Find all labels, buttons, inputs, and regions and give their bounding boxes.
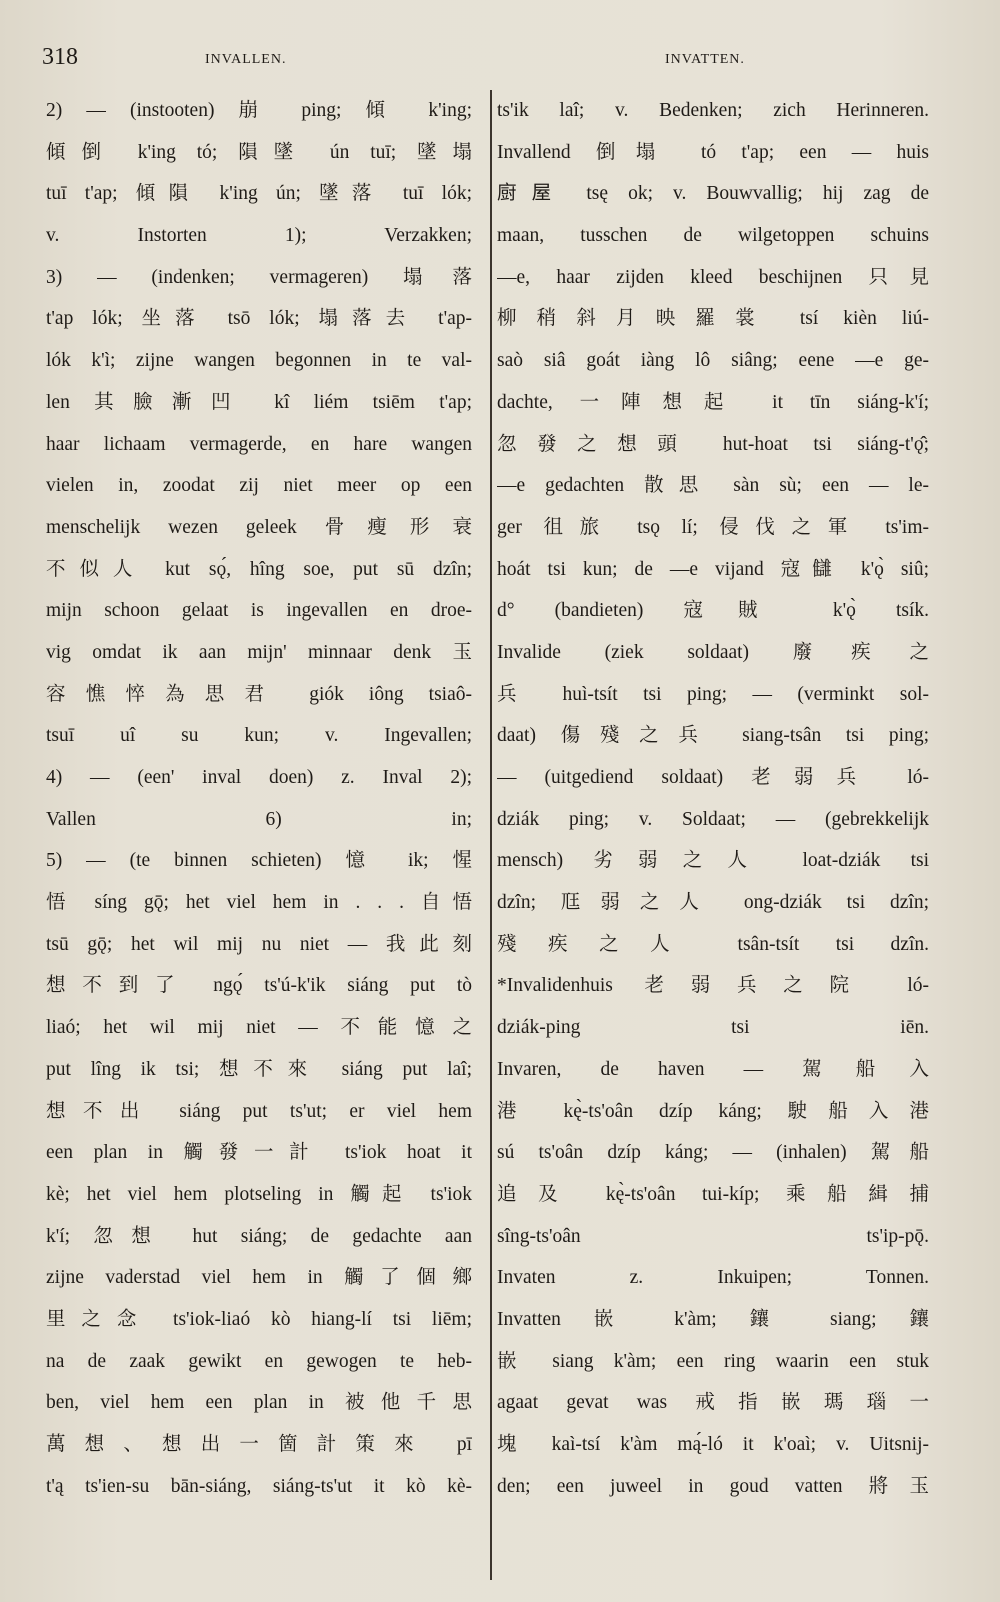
right-running-head: INVATTEN. — [665, 52, 745, 67]
text-line: 𢊍屋 tsę ok; v. Bouwvallig; hij zag de — [497, 183, 929, 205]
text-line: 傾倒 k'ing tó; 隕墜 ún tuī; 墜塌 — [46, 141, 472, 163]
text-line: 想不到了 ngǫ́ ts'ú-k'ik siáng put tò — [46, 975, 472, 997]
text-line: tsū gǭ; het wil mij nu niet — 我此刻 — [46, 933, 472, 955]
text-line: len 其臉漸凹 kî liém tsiēm t'ap; — [46, 391, 472, 413]
text-line: v. Instorten 1); Verzakken; — [46, 225, 472, 247]
text-line: 柳稍斜月映羅裳 tsí kièn liú- — [497, 308, 929, 330]
text-line: Invallend 倒塌 tó t'ap; een — huis — [497, 141, 929, 163]
text-line: d° (bandieten) 寇賊 k'ǫ̀ tsík. — [497, 600, 929, 622]
right-column — [497, 90, 929, 1507]
text-line: Invatten 嵌 k'àm; 鑲 siang; 鑲 — [497, 1308, 929, 1330]
text-line: t'ap lók; 坐落 tsō lók; 塌落去 t'ap- — [46, 308, 472, 330]
page-header — [0, 44, 1000, 84]
text-line: Invaten z. Inkuipen; Tonnen. — [497, 1267, 929, 1289]
text-line: —e, haar zijden kleed beschijnen 只見 — [497, 266, 929, 288]
text-line: sú ts'oân dzíp káng; — (inhalen) 駕船 — [497, 1142, 929, 1164]
text-line: een plan in 觸發一計 ts'iok hoat it — [46, 1142, 472, 1164]
text-line: 港 kę̀-ts'oân dzíp káng; 駛船入港 — [497, 1100, 929, 1122]
text-line: 忽發之想頭 hut-hoat tsi siáng-t'ǫ̂; — [497, 433, 929, 455]
text-line: daat) 傷殘之兵 siang-tsân tsi ping; — [497, 725, 929, 747]
left-column — [46, 90, 472, 1507]
text-line: 追及 kę̀-ts'oân tui-kíp; 乘船緝捕 — [497, 1183, 929, 1205]
text-line: ben, viel hem een plan in 被他千思 — [46, 1392, 472, 1414]
text-line: haar lichaam vermagerde, en hare wangen — [46, 433, 472, 455]
text-line: mijn schoon gelaat is ingevallen en droe- — [46, 600, 472, 622]
text-line: k'í; 忽想 hut siáng; de gedachte aan — [46, 1225, 472, 1247]
text-line: 兵 huì-tsít tsi ping; — (verminkt sol- — [497, 683, 929, 705]
text-line: —e gedachten 散思 sàn sù; een — le- — [497, 475, 929, 497]
text-line: 里之念 ts'iok-liaó kò hiang-lí tsi liēm; — [46, 1308, 472, 1330]
text-line: liaó; het wil mij niet — 不能憶之 — [46, 1017, 472, 1039]
text-line: mensch) 劣弱之人 loat-dziák tsi — [497, 850, 929, 872]
left-running-head: INVALLEN. — [205, 52, 287, 67]
column-divider — [490, 90, 492, 1580]
text-line: 萬想、想出一箇計策來 pī — [46, 1434, 472, 1455]
text-line: 想不出 siáng put ts'ut; er viel hem — [46, 1100, 472, 1122]
text-line: ger 徂旅 tsǫ lí; 侵伐之軍 ts'im- — [497, 516, 929, 538]
text-line: Vallen 6) in; — [46, 808, 472, 830]
text-line: t'ą ts'ien-su bān-siáng, siáng-ts'ut it kò kè- — [46, 1475, 472, 1497]
text-line: tuī t'ap; 傾隕 k'ing ún; 墜落 tuī lók; — [46, 183, 472, 205]
text-line: saò siâ goát iàng lô siâng; eene —e ge- — [497, 350, 929, 372]
text-line: den; een juweel in goud vatten 將玉 — [497, 1475, 929, 1497]
text-line: na de zaak gewikt en gewogen te heb- — [46, 1350, 472, 1372]
text-line: maan, tusschen de wilgetoppen schuins — [497, 225, 929, 247]
text-line: 殘疾之人 tsân-tsít tsi dzîn. — [497, 933, 929, 955]
text-line: dziák ping; v. Soldaat; — (gebrekkelijk — [497, 808, 929, 830]
text-line: dachte, 一陣想起 it tīn siáng-k'í; — [497, 391, 929, 413]
text-line: vielen in, zoodat zij niet meer op een — [46, 475, 472, 497]
text-line: Invaren, de haven — 駕船入 — [497, 1058, 929, 1080]
text-line: hoát tsi kun; de —e vijand 寇讎 k'ǫ̀ siû; — [497, 558, 929, 580]
text-line: 容憔悴為思君 giók iông tsiaô- — [46, 683, 472, 705]
text-line: — (uitgediend soldaat) 老弱兵 ló- — [497, 767, 929, 788]
text-line: menschelijk wezen geleek 骨瘦形衰 — [46, 516, 472, 538]
text-line: put lîng ik tsi; 想不來 siáng put laî; — [46, 1058, 472, 1080]
text-line: dzîn; 尫弱之人 ong-dziák tsi dzîn; — [497, 892, 929, 914]
text-line: 塊 kaì-tsí k'àm mą́-ló it k'oaì; v. Uitsnij- — [497, 1434, 929, 1455]
text-line: 嵌 siang k'àm; een ring waarin een stuk — [497, 1350, 929, 1372]
text-line: dziák-ping tsi iēn. — [497, 1017, 929, 1039]
text-line: Invalide (ziek soldaat) 廢疾之 — [497, 641, 929, 663]
text-line: agaat gevat was 戒指嵌瑪瑙一 — [497, 1392, 929, 1414]
text-line: *Invalidenhuis 老弱兵之院 ló- — [497, 975, 929, 997]
text-line: 5) — (te binnen schieten) 憶 ik; 惺 — [46, 850, 472, 872]
text-line: tsuī uî su kun; v. Ingevallen; — [46, 725, 472, 747]
text-line: 不似人 kut sǫ́, hîng soe, put sū dzîn; — [46, 558, 472, 580]
page-number: 318 — [42, 44, 78, 70]
text-line: kè; het viel hem plotseling in 觸起 ts'iok — [46, 1183, 472, 1205]
text-line: 悟 síng gǭ; het viel hem in . . . 自悟 — [46, 892, 472, 914]
text-line: 3) — (indenken; vermageren) 塌落 — [46, 266, 472, 288]
text-line: zijne vaderstad viel hem in 觸了個鄉 — [46, 1267, 472, 1289]
text-line: vig omdat ik aan mijn' minnaar denk 玉 — [46, 641, 472, 663]
text-line: lók k'ì; zijne wangen begonnen in te val- — [46, 350, 472, 372]
text-line: sîng-ts'oân ts'ip-pǭ. — [497, 1225, 929, 1247]
text-line: 4) — (een' inval doen) z. Inval 2); — [46, 767, 472, 788]
text-line: ts'ik laî; v. Bedenken; zich Herinneren. — [497, 100, 929, 121]
text-line: 2) — (instooten) 崩 ping; 傾 k'ing; — [46, 100, 472, 121]
